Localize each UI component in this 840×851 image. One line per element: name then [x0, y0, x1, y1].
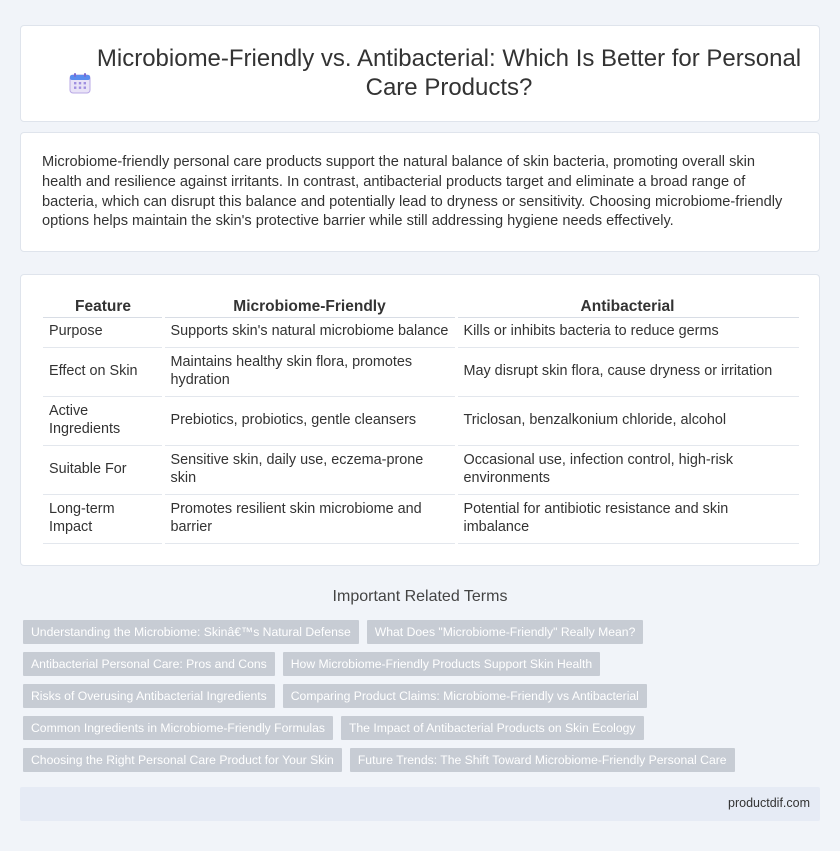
related-term-tag[interactable]: Common Ingredients in Microbiome-Friendly Formulas — [23, 716, 333, 740]
table-header-feature: Feature — [43, 297, 163, 317]
summary-text: Microbiome-friendly personal care products support the natural balance of skin bacteria, promoting overall skin health and resilience against irritants. In contrast, antibacterial products target and eliminate a broad range of bacteria, which can disrupt this balance and potentially lead to dryness or sensitivity. Choosing microbiome-friendly options helps maintain the skin's protective barrier while still addressing hygiene needs effectively. — [42, 154, 783, 230]
table-cell: Purpose — [43, 317, 163, 347]
table-cell: Supports skin's natural microbiome balance — [163, 317, 456, 347]
table-header-row — [43, 297, 799, 317]
tag-row — [23, 652, 600, 676]
table-cell: Long-term Impact — [43, 494, 163, 543]
title-card — [20, 25, 820, 122]
comparison-table — [43, 297, 799, 544]
related-term-tag[interactable]: The Impact of Antibacterial Products on Skin Ecology — [341, 716, 644, 740]
related-term-tag[interactable]: Comparing Product Claims: Microbiome-Friendly vs Antibacterial — [283, 684, 647, 708]
table-cell: Occasional use, infection control, high-risk environments — [456, 445, 799, 494]
table-cell: Potential for antibiotic resistance and skin imbalance — [456, 494, 799, 543]
summary-card — [20, 132, 820, 252]
table-header-antibacterial: Antibacterial — [456, 297, 799, 317]
table-row — [43, 445, 799, 494]
table-cell: Promotes resilient skin microbiome and barrier — [163, 494, 456, 543]
table-cell: Maintains healthy skin flora, promotes hydration — [163, 347, 456, 396]
related-term-tag[interactable]: Understanding the Microbiome: Skinâ€™s Natural Defense — [23, 620, 359, 644]
tag-row — [23, 716, 644, 740]
tag-row — [23, 748, 735, 772]
table-cell: Kills or inhibits bacteria to reduce germs — [456, 317, 799, 347]
table-cell: Sensitive skin, daily use, eczema-prone skin — [163, 445, 456, 494]
related-term-tag[interactable]: Choosing the Right Personal Care Product for Your Skin — [23, 748, 342, 772]
tag-row — [23, 684, 647, 708]
related-terms-title: Important Related Terms — [332, 588, 508, 605]
table-row — [43, 317, 799, 347]
table-header-microbiome-friendly: Microbiome-Friendly — [163, 297, 456, 317]
footer — [20, 787, 820, 821]
related-term-tag[interactable]: What Does "Microbiome-Friendly" Really Mean? — [367, 620, 644, 644]
table-cell: Triclosan, benzalkonium chloride, alcohol — [456, 396, 799, 445]
related-term-tag[interactable]: How Microbiome-Friendly Products Support Skin Health — [283, 652, 600, 676]
calendar-icon — [69, 72, 91, 94]
related-term-tag[interactable]: Risks of Overusing Antibacterial Ingredients — [23, 684, 275, 708]
tag-row — [23, 620, 643, 644]
table-row — [43, 347, 799, 396]
page-title: Microbiome-Friendly vs. Antibacterial: Which Is Better for Personal Care Products? — [96, 45, 802, 101]
table-cell: Effect on Skin — [43, 347, 163, 396]
comparison-table-card — [20, 274, 820, 566]
related-term-tag[interactable]: Antibacterial Personal Care: Pros and Cons — [23, 652, 275, 676]
table-cell: Suitable For — [43, 445, 163, 494]
table-cell: May disrupt skin flora, cause dryness or irritation — [456, 347, 799, 396]
table-cell: Prebiotics, probiotics, gentle cleansers — [163, 396, 456, 445]
table-cell: Active Ingredients — [43, 396, 163, 445]
table-row — [43, 494, 799, 543]
footer-site-link[interactable]: productdif.com — [728, 796, 810, 810]
table-row — [43, 396, 799, 445]
related-term-tag[interactable]: Future Trends: The Shift Toward Microbiome-Friendly Personal Care — [350, 748, 735, 772]
